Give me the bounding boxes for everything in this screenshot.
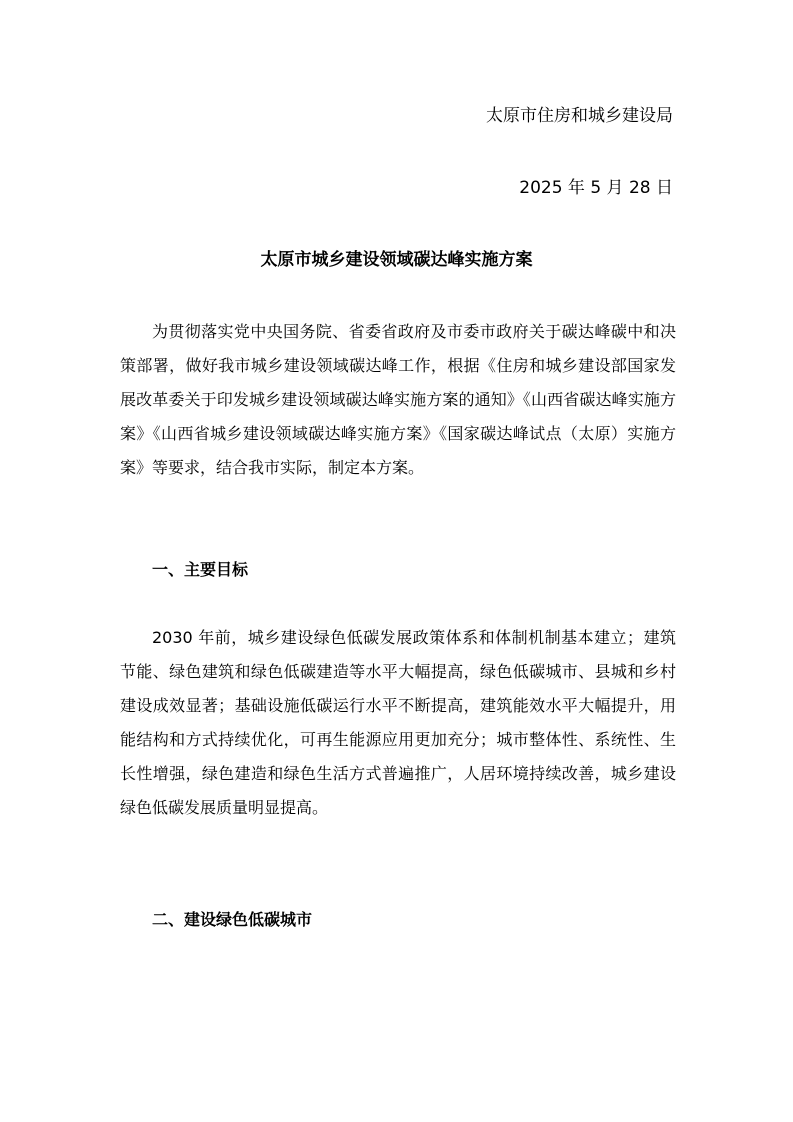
main-goals-paragraph: 2030 年前，城乡建设绿色低碳发展政策体系和体制机制基本建立；建筑节能、绿色建筑和绿色低碳建造等水平大幅提高，绿色低碳城市、县城和乡村建设成效显著；基础设施低碳运行水平不断提高，建筑能效水平大幅提升，用能结构和方式持续优化，可再生能源应用更加充分；城市整体性、系统性、生长性增强，绿色建造和绿色生活方式普遍推广，人居环境持续改善，城乡建设绿色低碳发展质量明显提高。: [120, 628, 676, 817]
issuer-name: 太原市住房和城乡建设局: [486, 106, 673, 126]
section-heading-main-goals: 一、主要目标: [152, 560, 249, 579]
section-heading-green-city: 二、建设绿色低碳城市: [152, 910, 313, 929]
document-title: 太原市城乡建设领域碳达峰实施方案: [260, 250, 533, 270]
intro-paragraph: 为贯彻落实党中央国务院、省委省政府及市委市政府关于碳达峰碳中和决策部署，做好我市城乡建设领域碳达峰工作，根据《住房和城乡建设部国家发展改革委关于印发城乡建设领域碳达峰实施方案的通知》《山西省碳达峰实施方案》《山西省城乡建设领域碳达峰实施方案》《国家碳达峰试点（太原）实施方案》等要求，结合我市实际，制定本方案。: [120, 322, 676, 477]
issue-date: 2025 年 5 月 28 日: [519, 178, 673, 198]
